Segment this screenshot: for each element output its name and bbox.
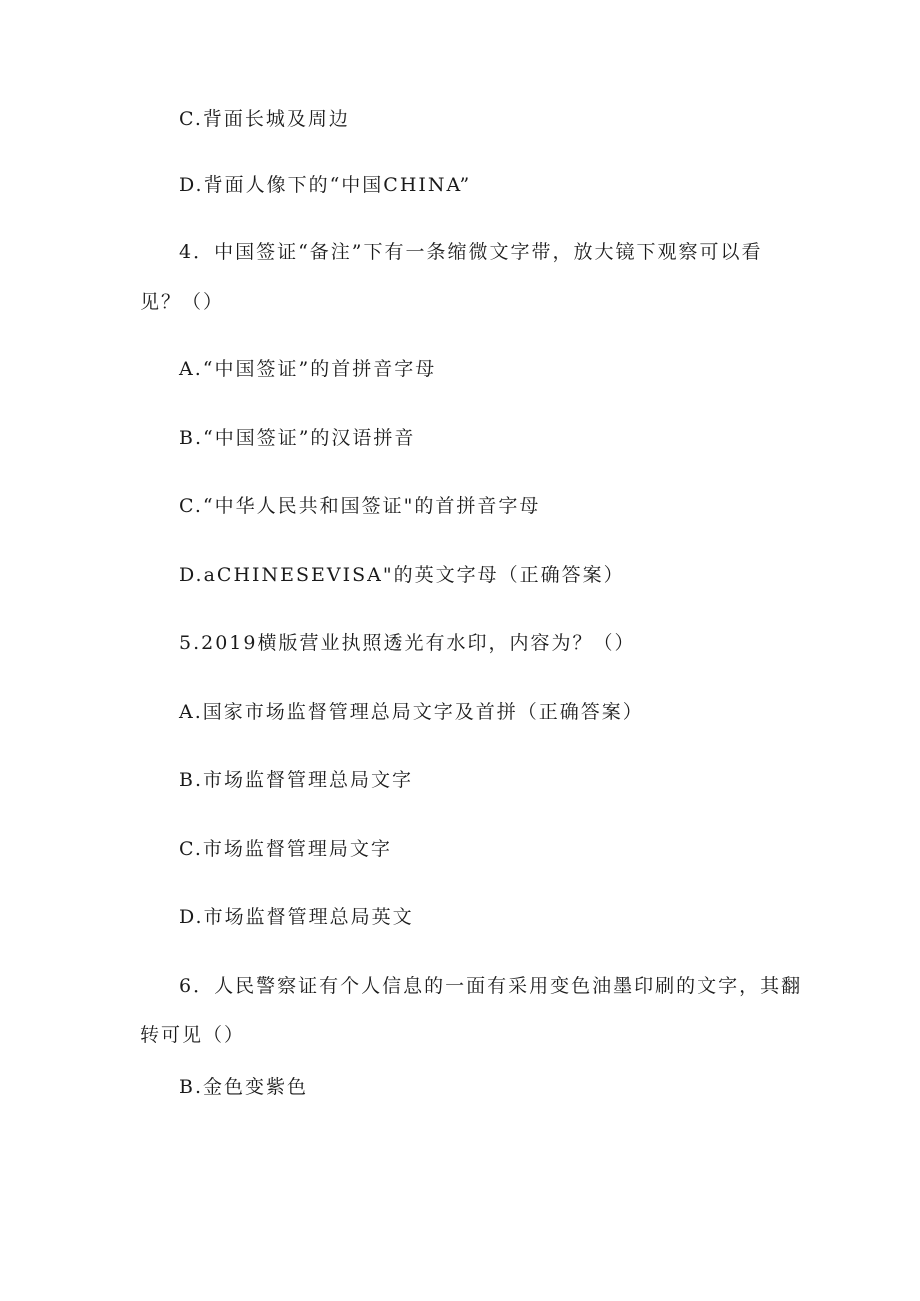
question-5-text: 5.2019横版营业执照透光有水印，内容为？（） [179,632,636,654]
q5-option-d: D.市场监督管理总局英文 [179,906,414,928]
question-6-text: 6．人民警察证有个人信息的一面有采用变色油墨印刷的文字，其翻 [179,975,803,997]
q4-option-a: A.“中国签证”的首拼音字母 [179,358,437,380]
q3-option-d: D.背面人像下的“中国CHINA” [179,174,472,196]
question-4-text-continued: 见？（） [140,291,225,313]
q4-option-b: B.“中国签证”的汉语拼音 [179,427,416,449]
q4-option-c: C.“中华人民共和国签证"的首拼音字母 [179,495,541,517]
question-4-text: 4．中国签证“备注”下有一条缩微文字带，放大镜下观察可以看 [179,241,763,263]
q5-option-c: C.市场监督管理局文字 [179,838,392,860]
q3-option-c: C.背面长城及周边 [179,108,350,130]
q5-option-b: B.市场监督管理总局文字 [179,769,414,791]
question-6-text-continued: 转可见（） [140,1024,246,1046]
q6-option-b: B.金色变紫色 [179,1076,309,1098]
q5-option-a: A.国家市场监督管理总局文字及首拼（正确答案） [179,701,644,723]
q4-option-d: D.aCHINESEVISA"的英文字母（正确答案） [179,564,625,586]
